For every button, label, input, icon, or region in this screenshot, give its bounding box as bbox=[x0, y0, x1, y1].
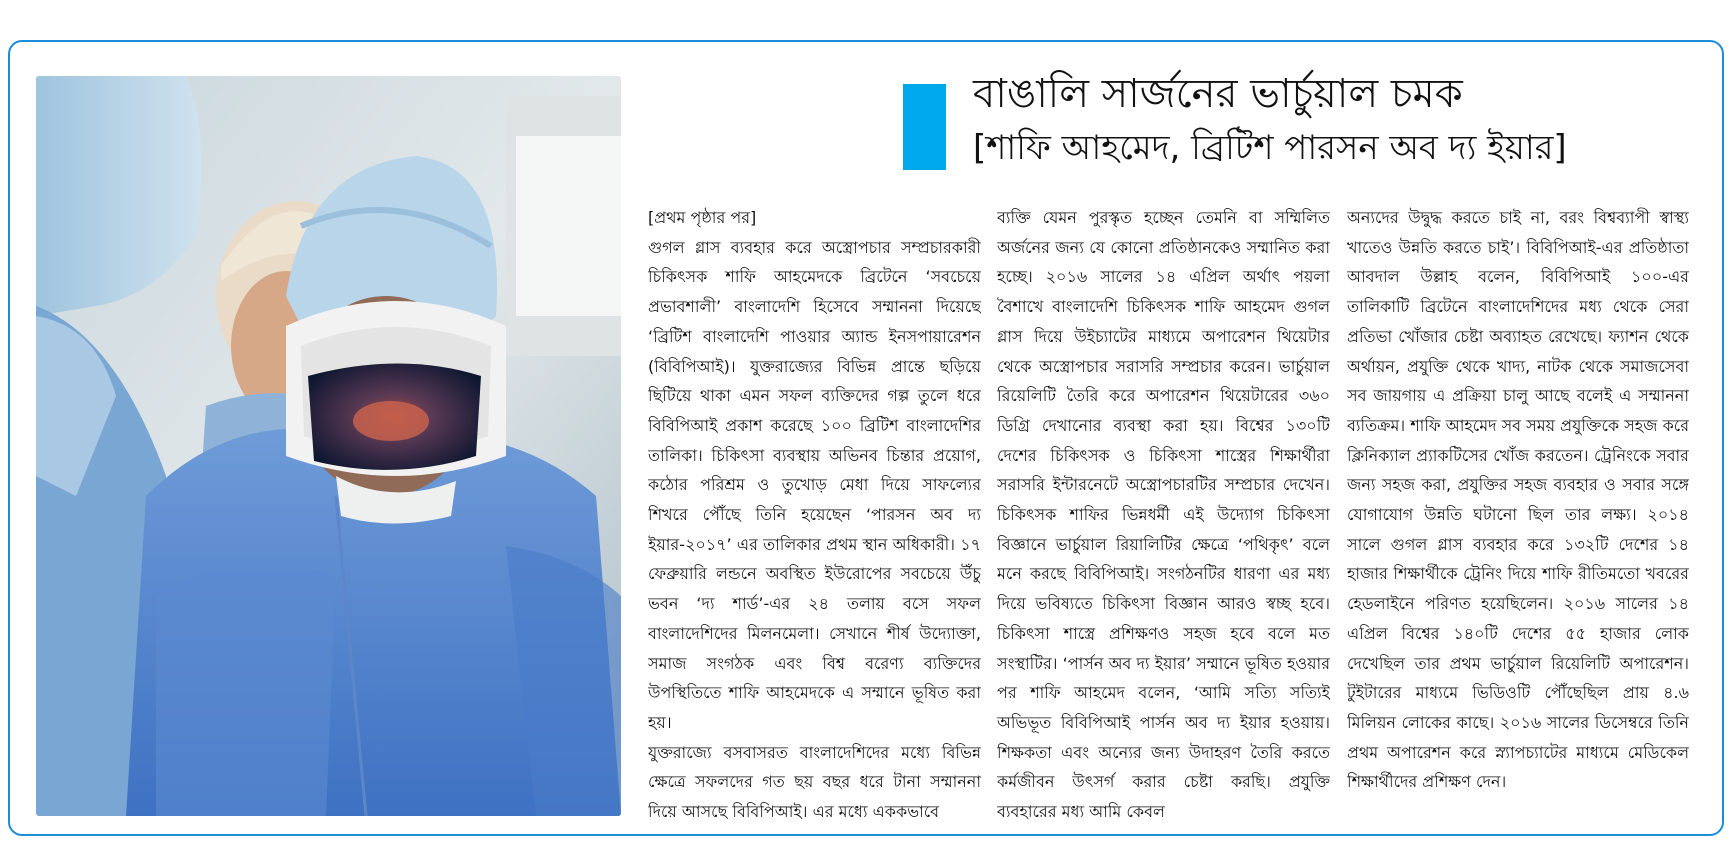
column-3-paragraph: অন্যদের উদ্বুদ্ধ করতে চাই না, বরং বিশ্বব্যাপী স্বাস্থ্য খাতেও উন্নতি করতে চাই’। বিবিপিআই-এর প্রতিষ্ঠাতা আবদাল উল্লাহ বলেন, বিবিপিআই ১০০-এর তালিকাটি ব্রিটেনে বাংলাদেশিদের মধ্য থেকে সেরা প্রতিভা খোঁজার চেষ্টা অব্যাহত রেখেছে। ফ্যাশন থেকে অর্থায়ন, প্রযুক্তি থেকে খাদ্য, নাটক থেকে সমাজসেবা সব জায়গায় এ প্রক্রিয়া চালু আছে বলেই এ সম্মাননা ব্যতিক্রম। শাফি আহমেদ সব সময় প্রযুক্তিকে সহজ করে ক্লিনিক্যাল প্র্যাকটিসের খোঁজ করতেন। ট্রেনিংকে সবার জন্য সহজ করা, প্রযুক্তির সহজ ব্যবহার ও সবার সঙ্গে যোগাযোগ উন্নতি ঘটানো ছিল তার লক্ষ্য। ২০১৪ সালে গুগল গ্লাস ব্যবহার করে ১৩২টি দেশের ১৪ হাজার শিক্ষার্থীকে ট্রেনিং দিয়ে শাফি রীতিমতো খবরের হেডলাইনে পরিণত হয়েছিলেন। ২০১৬ সালের ১৪ এপ্রিল বিশ্বের ১৪০টি দেশের ৫৫ হাজার লোক দেখেছিল তার প্রথম ভার্চুয়াল রিয়েলিটি অপারেশন। টুইটারের মাধ্যমে ভিডিওটি পৌঁছেছিল প্রায় ৪.৬ মিলিয়ন লোকের কাছে। ২০১৬ সালের ডিসেম্বরে তিনি প্রথম অপারেশন করে স্ন্যাপচ্যাটের মাধ্যমে মেডিকেল শিক্ষার্থীদের প্রশিক্ষণ দেন। bbox=[1347, 208, 1689, 792]
article-column-2 bbox=[997, 203, 1330, 823]
column-1-paragraph: [প্রথম পৃষ্ঠার পর] bbox=[648, 208, 757, 227]
article-column-3 bbox=[1347, 203, 1689, 823]
column-1-paragraph: গুগল গ্লাস ব্যবহার করে অস্ত্রোপচার সম্প্রচারকারী চিকিৎসক শাফি আহমেদকে ব্রিটেনে ‘সবচেয়ে প্রভাবশালী’ বাংলাদেশি হিসেবে সম্মাননা দিয়েছে ‘ব্রিটিশ বাংলাদেশি পাওয়ার অ্যান্ড ইনসপায়ারেশন (বিবিপিআই)। যুক্তরাজ্যের বিভিন্ন প্রান্তে ছড়িয়ে ছিটিয়ে থাকা এমন সফল ব্যক্তিদের গল্প তুলে ধরে বিবিপিআই প্রকাশ করেছে ১০০ ব্রিটিশ বাংলাদেশির তালিকা। চিকিৎসা ব্যবস্থায় অভিনব চিন্তার প্রয়োগ, কঠোর পরিশ্রম ও তুখোড় মেধা দিয়ে সাফল্যের শিখরে পৌঁছে তিনি হয়েছেন ‘পারসন অব দ্য ইয়ার-২০১৭’ এর তালিকার প্রথম স্থান অধিকারী। ১৭ ফেব্রুয়ারি লন্ডনে অবস্থিত ইউরোপের সবচেয়ে উঁচু ভবন ‘দ্য শার্ড’-এর ২৪ তলায় বসে সফল বাংলাদেশিদের মিলনমেলা। সেখানে শীর্ষ উদ্যোক্তা, সমাজ সংগঠক এবং বিশ্ব বরেণ্য ব্যক্তিদের উপস্থিতিতে শাফি আহমেদকে এ সম্মানে ভূষিত করা হয়। bbox=[648, 237, 981, 732]
headline-block bbox=[903, 66, 1703, 181]
surgeon-vr-headset-photo bbox=[36, 76, 621, 816]
subheadline: [শাফি আহমেদ, ব্রিটিশ পারসন অব দ্য ইয়ার] bbox=[973, 128, 1567, 168]
article-column-1 bbox=[648, 203, 981, 823]
headline: বাঙালি সার্জনের ভার্চুয়াল চমক bbox=[973, 71, 1463, 117]
column-1-paragraph: যুক্তরাজ্যে বসবাসরত বাংলাদেশিদের মধ্যে বিভিন্ন ক্ষেত্রে সফলদের গত ছয় বছর ধরে টানা সম্মাননা দিয়ে আসছে বিবিপিআই। এর মধ্যে এককভাবে bbox=[648, 742, 981, 822]
article-photo bbox=[36, 76, 621, 816]
headline-accent-bar bbox=[903, 84, 946, 170]
column-2-paragraph: ব্যক্তি যেমন পুরস্কৃত হচ্ছেন তেমনি বা সম্মিলিত অর্জনের জন্য যে কোনো প্রতিষ্ঠানকেও সম্মানিত করা হচ্ছে। ২০১৬ সালের ১৪ এপ্রিল অর্থাৎ পয়লা বৈশাখে বাংলাদেশি চিকিৎসক শাফি আহমেদ গুগল গ্লাস দিয়ে উইচ্যাটের মাধ্যমে অপারেশন থিয়েটার থেকে অস্ত্রোপচার সরাসরি সম্প্রচার করেন। ভার্চুয়াল রিয়েলিটি তৈরি করে অপারেশন থিয়েটারের ৩৬০ ডিগ্রি দেখানোর ব্যবস্থা করা হয়। বিশ্বের ১৩০টি দেশের চিকিৎসক ও চিকিৎসা শাস্ত্রের শিক্ষার্থীরা সরাসরি ইন্টারনেটে অস্ত্রোপচারটির সম্প্রচার দেখেন। চিকিৎসক শাফির ভিন্নধর্মী এই উদ্যোগ চিকিৎসা বিজ্ঞানে ভার্চুয়াল রিয়ালিটির ক্ষেত্রে ‘পথিকৃৎ’ বলে মনে করছে বিবিপিআই। সংগঠনটির ধারণা এর মধ্য দিয়ে ভবিষ্যতে চিকিৎসা বিজ্ঞান আরও স্বচ্ছ হবে। চিকিৎসা শাস্ত্রে প্রশিক্ষণও সহজ হবে বলে মত সংস্থাটির। ‘পার্সন অব দ্য ইয়ার’ সম্মানে ভূষিত হওয়ার পর শাফি আহমেদ বলেন, ‘আমি সত্যি সত্যিই অভিভূত বিবিপিআই পার্সন অব দ্য ইয়ার হওয়ায়। শিক্ষকতা এবং অন্যের জন্য উদাহরণ তৈরি করতে কর্মজীবন উৎসর্গ করার চেষ্টা করছি। প্রযুক্তি ব্যবহারের মধ্য আমি কেবল bbox=[997, 208, 1330, 822]
